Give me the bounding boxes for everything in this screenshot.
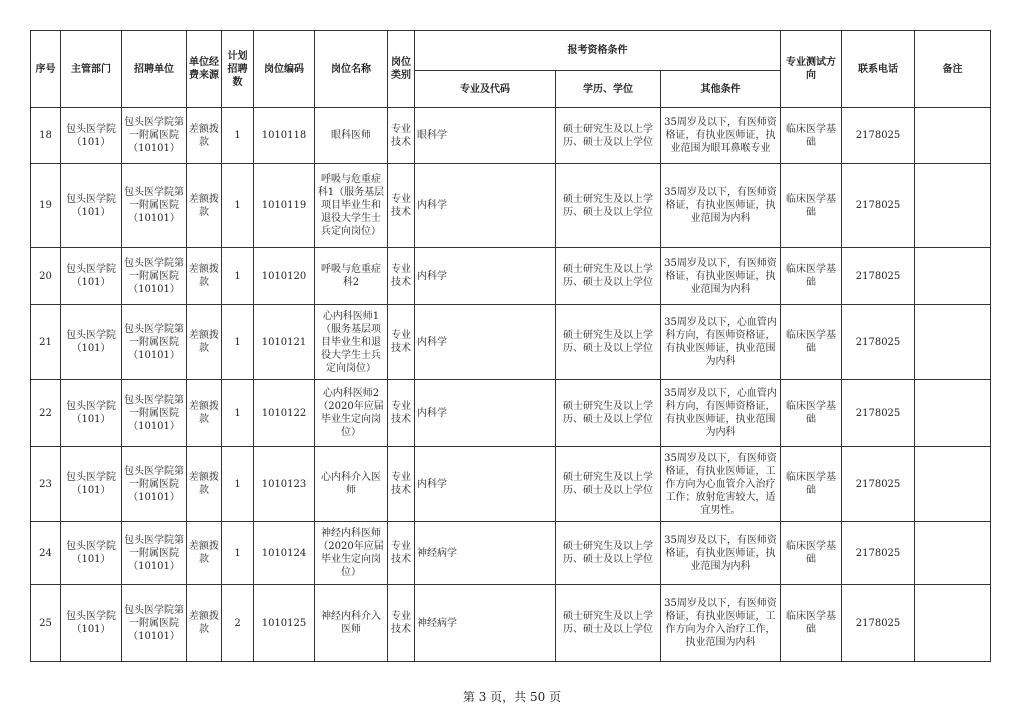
- table-row: [31, 380, 991, 447]
- header-category: 岗位类别: [388, 31, 415, 108]
- cell-remark: [915, 164, 991, 248]
- cell-major: 内科学: [415, 164, 556, 248]
- cell-degree: 硕士研究生及以上学历、硕士及以上学位: [556, 585, 661, 662]
- cell-unit: 包头医学院第一附属医院（10101）: [122, 380, 187, 447]
- cell-phone: 2178025: [842, 380, 915, 447]
- cell-funding: 差额拨款: [187, 108, 222, 164]
- cell-post: 眼科医师: [315, 108, 388, 164]
- cell-remark: [915, 522, 991, 585]
- cell-degree: 硕士研究生及以上学历、硕士及以上学位: [556, 164, 661, 248]
- cell-post: 心内科医师1（服务基层项目毕业生和退役大学生士兵定向岗位）: [315, 305, 388, 380]
- cell-phone: 2178025: [842, 585, 915, 662]
- cell-plan: 1: [222, 380, 254, 447]
- cell-post: 神经内科介入医师: [315, 585, 388, 662]
- cell-code: 1010120: [254, 248, 315, 305]
- header-plan: 计划招聘数: [222, 31, 254, 108]
- cell-test: 临床医学基础: [781, 108, 842, 164]
- cell-code: 1010122: [254, 380, 315, 447]
- cell-funding: 差额拨款: [187, 380, 222, 447]
- header-major: 专业及代码: [415, 71, 556, 108]
- cell-dept: 包头医学院（101）: [61, 108, 122, 164]
- cell-other: 35周岁及以下，有医师资格证，有执业医师证，工作方向为介入治疗工作，执业范围为内科: [661, 585, 781, 662]
- cell-category: 专业技术: [388, 447, 415, 522]
- cell-plan: 1: [222, 164, 254, 248]
- table-row: [31, 522, 991, 585]
- table-row: [31, 447, 991, 522]
- cell-unit: 包头医学院第一附属医院（10101）: [122, 305, 187, 380]
- cell-phone: 2178025: [842, 447, 915, 522]
- header-other: 其他条件: [661, 71, 781, 108]
- cell-dept: 包头医学院（101）: [61, 305, 122, 380]
- header-qualifications: 报考资格条件: [415, 31, 781, 71]
- cell-degree: 硕士研究生及以上学历、硕士及以上学位: [556, 305, 661, 380]
- cell-seq: 24: [31, 522, 61, 585]
- cell-phone: 2178025: [842, 108, 915, 164]
- cell-test: 临床医学基础: [781, 585, 842, 662]
- cell-test: 临床医学基础: [781, 522, 842, 585]
- cell-major: 内科学: [415, 248, 556, 305]
- cell-remark: [915, 447, 991, 522]
- cell-degree: 硕士研究生及以上学历、硕士及以上学位: [556, 380, 661, 447]
- cell-dept: 包头医学院（101）: [61, 164, 122, 248]
- cell-funding: 差额拨款: [187, 522, 222, 585]
- cell-unit: 包头医学院第一附属医院（10101）: [122, 108, 187, 164]
- header-degree: 学历、学位: [556, 71, 661, 108]
- cell-seq: 22: [31, 380, 61, 447]
- header-funding: 单位经费来源: [187, 31, 222, 108]
- cell-remark: [915, 585, 991, 662]
- cell-unit: 包头医学院第一附属医院（10101）: [122, 585, 187, 662]
- cell-unit: 包头医学院第一附属医院（10101）: [122, 522, 187, 585]
- cell-major: 神经病学: [415, 522, 556, 585]
- cell-code: 1010123: [254, 447, 315, 522]
- cell-funding: 差额拨款: [187, 305, 222, 380]
- cell-funding: 差额拨款: [187, 248, 222, 305]
- cell-plan: 1: [222, 248, 254, 305]
- cell-major: 内科学: [415, 305, 556, 380]
- cell-degree: 硕士研究生及以上学历、硕士及以上学位: [556, 248, 661, 305]
- cell-dept: 包头医学院（101）: [61, 585, 122, 662]
- cell-seq: 21: [31, 305, 61, 380]
- header-post: 岗位名称: [315, 31, 388, 108]
- cell-major: 内科学: [415, 447, 556, 522]
- cell-plan: 1: [222, 108, 254, 164]
- cell-other: 35周岁及以下，有医师资格证，有执业医师证，执业范围为内科: [661, 522, 781, 585]
- cell-degree: 硕士研究生及以上学历、硕士及以上学位: [556, 522, 661, 585]
- cell-category: 专业技术: [388, 305, 415, 380]
- header-remark: 备注: [915, 31, 991, 108]
- cell-dept: 包头医学院（101）: [61, 522, 122, 585]
- header-phone: 联系电话: [842, 31, 915, 108]
- header-unit: 招聘单位: [122, 31, 187, 108]
- cell-seq: 23: [31, 447, 61, 522]
- cell-other: 35周岁及以下，有医师资格证，有执业医师证，工作方向为心血管介入治疗工作；放射危害较大，适宜男性。: [661, 447, 781, 522]
- cell-category: 专业技术: [388, 164, 415, 248]
- cell-phone: 2178025: [842, 248, 915, 305]
- cell-degree: 硕士研究生及以上学历、硕士及以上学位: [556, 447, 661, 522]
- cell-test: 临床医学基础: [781, 164, 842, 248]
- cell-post: 呼吸与危重症科1（服务基层项目毕业生和退役大学生士兵定向岗位）: [315, 164, 388, 248]
- cell-phone: 2178025: [842, 164, 915, 248]
- table-row: [31, 585, 991, 662]
- table-row: [31, 164, 991, 248]
- cell-test: 临床医学基础: [781, 447, 842, 522]
- cell-dept: 包头医学院（101）: [61, 447, 122, 522]
- cell-seq: 18: [31, 108, 61, 164]
- cell-major: 内科学: [415, 380, 556, 447]
- cell-seq: 25: [31, 585, 61, 662]
- cell-funding: 差额拨款: [187, 447, 222, 522]
- cell-unit: 包头医学院第一附属医院（10101）: [122, 248, 187, 305]
- cell-test: 临床医学基础: [781, 305, 842, 380]
- cell-category: 专业技术: [388, 585, 415, 662]
- cell-post: 呼吸与危重症科2: [315, 248, 388, 305]
- cell-category: 专业技术: [388, 248, 415, 305]
- cell-funding: 差额拨款: [187, 164, 222, 248]
- cell-plan: 2: [222, 585, 254, 662]
- cell-other: 35周岁及以下，有医师资格证，有执业医师证，执业范围为内科: [661, 248, 781, 305]
- cell-major: 眼科学: [415, 108, 556, 164]
- cell-remark: [915, 108, 991, 164]
- cell-plan: 1: [222, 522, 254, 585]
- cell-post: 心内科医师2（2020年应届毕业生定向岗位）: [315, 380, 388, 447]
- cell-code: 1010119: [254, 164, 315, 248]
- cell-dept: 包头医学院（101）: [61, 248, 122, 305]
- recruitment-table: [30, 30, 991, 662]
- cell-plan: 1: [222, 447, 254, 522]
- header-code: 岗位编码: [254, 31, 315, 108]
- cell-code: 1010124: [254, 522, 315, 585]
- cell-dept: 包头医学院（101）: [61, 380, 122, 447]
- cell-code: 1010118: [254, 108, 315, 164]
- cell-post: 神经内科医师（2020年应届毕业生定向岗位）: [315, 522, 388, 585]
- cell-plan: 1: [222, 305, 254, 380]
- page-footer: 第 3 页，共 50 页: [462, 690, 562, 704]
- cell-code: 1010125: [254, 585, 315, 662]
- cell-remark: [915, 380, 991, 447]
- cell-other: 35周岁及以下，心血管内科方向，有医师资格证，有执业医师证，执业范围为内科: [661, 305, 781, 380]
- cell-other: 35周岁及以下，有医师资格证，有执业医师证，执业范围为眼耳鼻喉专业: [661, 108, 781, 164]
- cell-post: 心内科介入医师: [315, 447, 388, 522]
- table-body: [31, 108, 991, 662]
- header-dept: 主管部门: [61, 31, 122, 108]
- cell-remark: [915, 248, 991, 305]
- cell-category: 专业技术: [388, 522, 415, 585]
- cell-degree: 硕士研究生及以上学历、硕士及以上学位: [556, 108, 661, 164]
- header-test: 专业测试方向: [781, 31, 842, 108]
- table-row: [31, 108, 991, 164]
- cell-category: 专业技术: [388, 380, 415, 447]
- table-row: [31, 248, 991, 305]
- cell-other: 35周岁及以下，有医师资格证，有执业医师证，执业范围为内科: [661, 164, 781, 248]
- cell-seq: 19: [31, 164, 61, 248]
- cell-phone: 2178025: [842, 522, 915, 585]
- cell-unit: 包头医学院第一附属医院（10101）: [122, 164, 187, 248]
- cell-remark: [915, 305, 991, 380]
- cell-category: 专业技术: [388, 108, 415, 164]
- cell-code: 1010121: [254, 305, 315, 380]
- cell-test: 临床医学基础: [781, 248, 842, 305]
- cell-funding: 差额拨款: [187, 585, 222, 662]
- header-seq: 序号: [31, 31, 61, 108]
- cell-major: 神经病学: [415, 585, 556, 662]
- cell-unit: 包头医学院第一附属医院（10101）: [122, 447, 187, 522]
- cell-phone: 2178025: [842, 305, 915, 380]
- table-row: [31, 305, 991, 380]
- cell-other: 35周岁及以下，心血管内科方向，有医师资格证，有执业医师证，执业范围为内科: [661, 380, 781, 447]
- cell-test: 临床医学基础: [781, 380, 842, 447]
- cell-seq: 20: [31, 248, 61, 305]
